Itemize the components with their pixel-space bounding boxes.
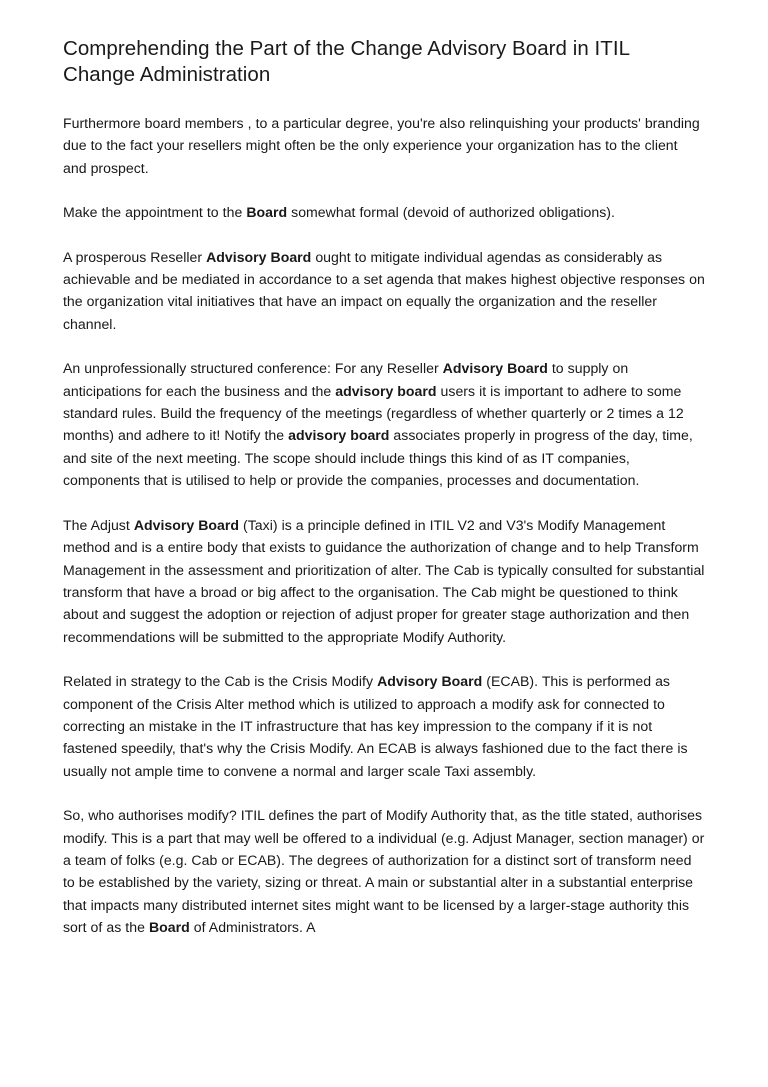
body-text: ought to mitigate individual agendas as considerably as achievable and be mediated in accordance to a set agenda that makes highest objective responses on the organization vital initiatives that have an impact on equally the organization and the reseller channel. bbox=[63, 248, 705, 332]
paragraph bbox=[63, 201, 705, 223]
body-text: of Administrators. A bbox=[189, 919, 316, 936]
page-title: Comprehending the Part of the Change Advisory Board in ITIL Change Administration bbox=[63, 37, 630, 86]
emphasis-text: Advisory Board bbox=[377, 673, 483, 690]
paragraph bbox=[63, 670, 705, 782]
emphasis-text: Board bbox=[148, 919, 190, 936]
paragraph bbox=[63, 112, 705, 179]
body-text: (Taxi) is a principle defined in ITIL V2 and V3's Modify Management method and is a entire body that exists to guidance the authorization of change and to help Transform Management in the assessment and prioritization of alter. The Cab is typically consulted for substantial transform that have a broad or big affect to the organisation. The Cab might be questioned to think about and suggest the adoption or rejection of adjust proper for greater stage authorization and then recommendations will be submitted to the appropriate Modify Authority. bbox=[63, 516, 705, 645]
body-text: Related in strategy to the Cab is the Crisis Modify bbox=[63, 673, 378, 690]
paragraph bbox=[63, 514, 705, 648]
emphasis-text: advisory board bbox=[288, 427, 390, 444]
paragraph-container bbox=[63, 112, 705, 939]
emphasis-text: Advisory Board bbox=[133, 516, 240, 533]
body-text: (ECAB). This is performed as component of the Crisis Alter method which is utilized to approach a modify ask for connected to correcting an mistake in the IT infrastructure that has key impression to the company if it is not fastened speedily, that's why the Crisis Modify. An ECAB is always fashioned due to the fact there is usually not ample time to convene a normal and larger scale Taxi assembly. bbox=[63, 673, 688, 779]
document-body bbox=[63, 36, 705, 939]
body-text: A prosperous Reseller bbox=[63, 248, 207, 265]
emphasis-text: Advisory Board bbox=[206, 248, 312, 265]
emphasis-text: Board bbox=[246, 204, 288, 221]
emphasis-text: advisory board bbox=[335, 382, 437, 399]
body-text: Furthermore board members , to a particular degree, you're also relinquishing your products' branding due to the fact your resellers might often be the only experience your organization has to the client and prospect. bbox=[63, 115, 700, 176]
body-text: Make the appointment to the bbox=[63, 204, 247, 221]
body-text: somewhat formal (devoid of authorized obligations). bbox=[287, 204, 615, 221]
body-text: users it is important to adhere to some standard rules. Build the frequency of the meetings (regardless of whether quarterly or 2 times a 12 months) and adhere to it! Notify the bbox=[63, 382, 684, 444]
body-text: to supply on anticipations for each the business and the bbox=[63, 360, 629, 399]
body-text: The Adjust bbox=[63, 516, 134, 533]
body-text: associates properly in progress of the day, time, and site of the next meeting. The scope should include things this kind of as IT companies, components that is utilised to help or provide the companies, processes and documentation. bbox=[63, 427, 693, 489]
paragraph bbox=[63, 246, 705, 336]
body-text: So, who authorises modify? ITIL defines the part of Modify Authority that, as the title stated, authorises modify. This is a part that may well be offered to a individual (e.g. Adjust Manager, section manager) or a team of folks (e.g. Cab or ECAB). The degrees of authorization for a distinct sort of transform need to be established by the variety, sizing or threat. A main or substantial alter in a substantial enterprise that impacts many distributed internet sites might want to be licensed by a larger-stage authority this sort of as the bbox=[63, 807, 705, 936]
emphasis-text: Advisory Board bbox=[442, 360, 548, 377]
paragraph bbox=[63, 357, 705, 491]
paragraph bbox=[63, 804, 705, 938]
body-text: An unprofessionally structured conference: For any Reseller bbox=[63, 360, 443, 377]
